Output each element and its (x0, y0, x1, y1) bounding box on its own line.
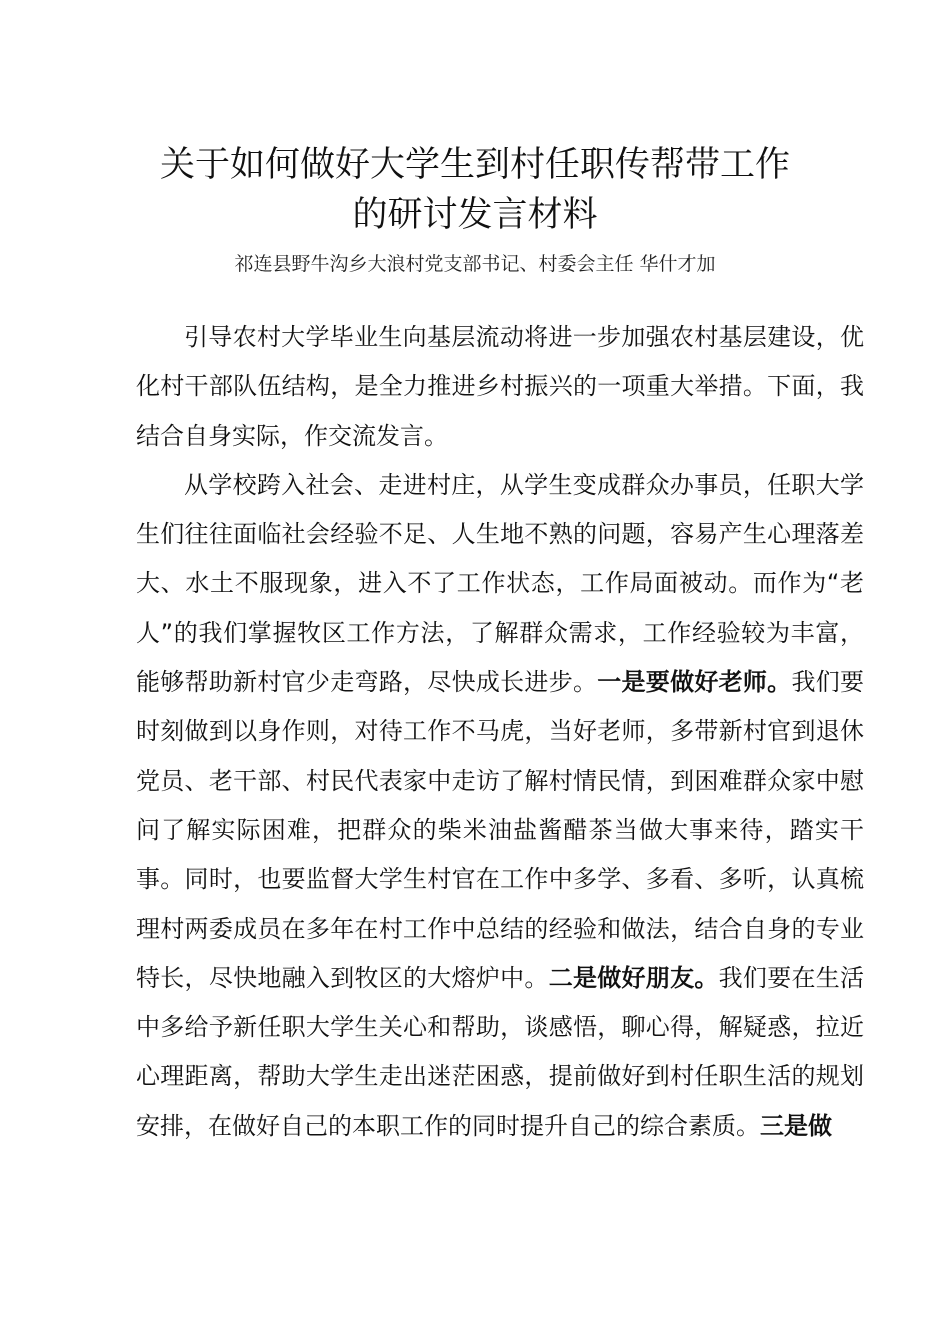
document-title-line-2: 的研讨发言材料 (352, 195, 598, 235)
paragraph-1-text: 引导农村大学毕业生向基层流动将进一步加强农村基层建设，优化村干部队伍结构，是全力推进乡村振兴的一项重大举措。下面，我结合自身实际，作交流发言。 (136, 323, 864, 450)
point-1-text: 我们要时刻做到以身作则，对待工作不马虎，当好老师，多带新村官到退休党员、老干部、村民代表家中走访了解村情民情，到困难群众家中慰问了解实际困难，把群众的柴米油盐酱醋茶当做大事来待，踏实干事。同时，也要监督大学生村官在工作中多学、多看、多听，认真梳理村两委成员在多年在村工作中总结的经验和做法，结合自身的专业特长，尽快地融入到牧区的大熔炉中。 (136, 668, 865, 992)
point-3-heading: 三是做 (760, 1111, 832, 1140)
document-title-line-1: 关于如何做好大学生到村任职传帮带工作 (159, 145, 790, 185)
document-author: 祁连县野牛沟乡大浪村党支部书记、村委会主任 华什才加 (234, 253, 716, 275)
point-2-heading: 二是做好朋友。 (548, 963, 719, 992)
paragraph-2-intro: 从学校跨入社会、走进村庄，从学生变成群众办事员，任职大学生们往往面临社会经验不足、人生地不熟的问题，容易产生心理落差大、水土不服现象，进入不了工作状态，工作局面被动。而作为“老人”的我们掌握牧区工作方法，了解群众需求，工作经验较为丰富，能够帮助新村官少走弯路，尽快成长进步。 (136, 470, 864, 697)
document-body (136, 313, 864, 1151)
paragraph-1 (136, 313, 864, 461)
paragraph-2 (136, 461, 864, 1151)
point-1-heading: 一是要做好老师。 (597, 668, 792, 697)
point-2-text: 我们要在生活中多给予新任职大学生关心和帮助，谈感悟，聊心得，解疑惑，拉近心理距离，帮助大学生走出迷茫困惑，提前做好到村任职生活的规划安排，在做好自己的本职工作的同时提升自己的综合素质。 (136, 963, 865, 1140)
